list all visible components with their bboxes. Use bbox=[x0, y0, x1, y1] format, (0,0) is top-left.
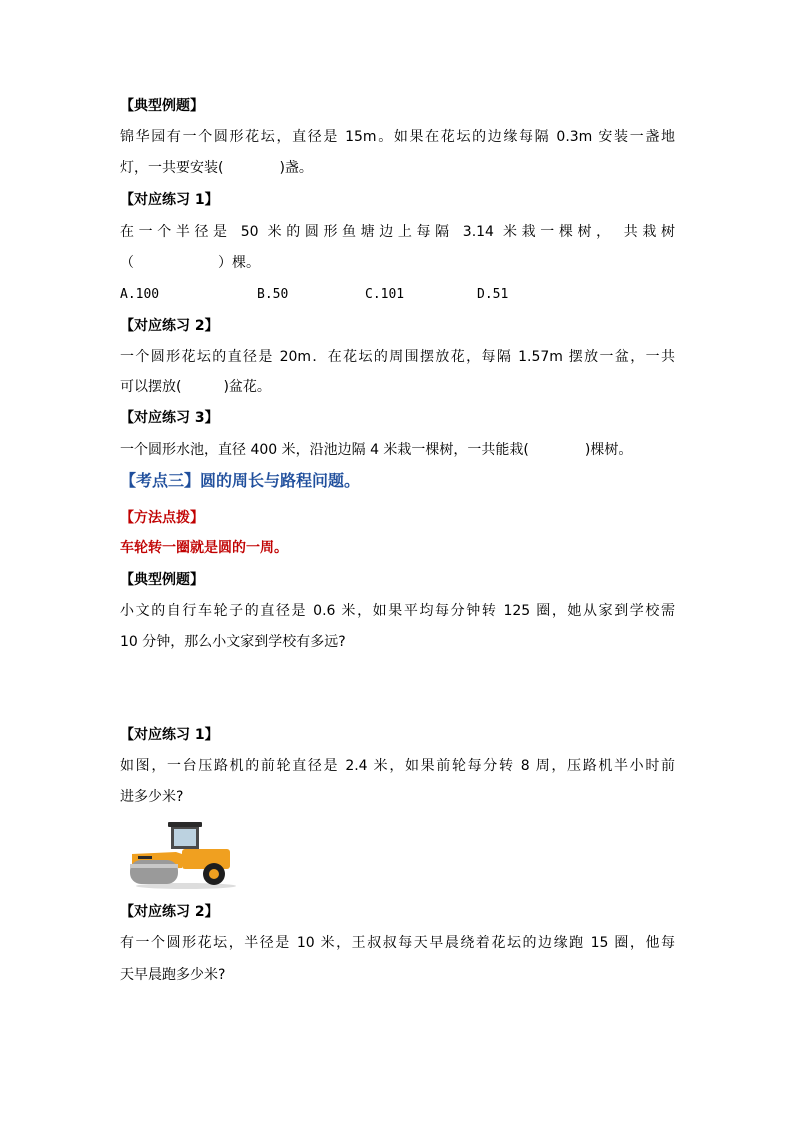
roller-rear-hub bbox=[209, 869, 219, 879]
example-text-line-2: 灯，一共要安装( )盏。 bbox=[120, 160, 313, 176]
practice-5-heading: 【对应练习 2】 bbox=[120, 904, 219, 920]
practice-1-heading: 【对应练习 1】 bbox=[120, 192, 219, 208]
roller-cab-window bbox=[174, 829, 196, 846]
practice-1-text-line-2: （ ）棵。 bbox=[120, 255, 260, 271]
practice-5-text-line-1: 有一个圆形花坛，半径是 10 米，王叔叔每天早晨绕着花坛的边缘跑 15 圈，他每 bbox=[120, 935, 675, 951]
method-heading: 【方法点拨】 bbox=[120, 510, 204, 526]
example-3-heading: 【典型例题】 bbox=[120, 572, 204, 588]
practice-2-text-line-2: 可以摆放( )盆花。 bbox=[120, 379, 271, 395]
option-a: A.100 bbox=[120, 287, 160, 302]
option-c: C.101 bbox=[365, 287, 405, 302]
practice-4-text-line-1: 如图，一台压路机的前轮直径是 2.4 米，如果前轮每分转 8 周，压路机半小时前 bbox=[120, 758, 675, 774]
roller-cab-roof bbox=[168, 822, 202, 827]
practice-4-heading: 【对应练习 1】 bbox=[120, 727, 219, 743]
practice-2-heading: 【对应练习 2】 bbox=[120, 318, 219, 334]
roller-drum bbox=[130, 860, 178, 884]
option-d: D.51 bbox=[477, 287, 509, 302]
roller-logo-strip bbox=[138, 856, 152, 859]
road-roller-icon bbox=[126, 818, 236, 890]
practice-3-text-line-1: 一个圆形水池，直径 400 米，沿池边隔 4 米栽一棵树，一共能栽( )棵树。 bbox=[120, 442, 633, 458]
option-b: B.50 bbox=[257, 287, 289, 302]
example-3-text-line-1: 小文的自行车轮子的直径是 0.6 米，如果平均每分钟转 125 圈，她从家到学校需 bbox=[120, 603, 675, 619]
roller-body bbox=[182, 849, 230, 869]
section-3-title: 【考点三】圆的周长与路程问题。 bbox=[120, 471, 361, 490]
example-text-line-1: 锦华园有一个圆形花坛，直径是 15m。如果在花坛的边缘每隔 0.3m 安装一盏地 bbox=[120, 129, 675, 145]
practice-4-text-line-2: 进多少米? bbox=[120, 789, 184, 805]
practice-3-heading: 【对应练习 3】 bbox=[120, 410, 219, 426]
roller-drum-highlight bbox=[130, 864, 178, 868]
practice-1-text-line-1: 在一个半径是 50 米的圆形鱼塘边上每隔 3.14 米栽一棵树， 共栽树 bbox=[120, 224, 675, 240]
method-text: 车轮转一圈就是圆的一周。 bbox=[120, 540, 288, 556]
example-3-text-line-2: 10 分钟，那么小文家到学校有多远? bbox=[120, 634, 346, 650]
practice-5-text-line-2: 天早晨跑多少米? bbox=[120, 967, 226, 983]
example-heading: 【典型例题】 bbox=[120, 98, 204, 114]
practice-2-text-line-1: 一个圆形花坛的直径是 20m．在花坛的周围摆放花，每隔 1.57m 摆放一盆，一共 bbox=[120, 349, 675, 365]
